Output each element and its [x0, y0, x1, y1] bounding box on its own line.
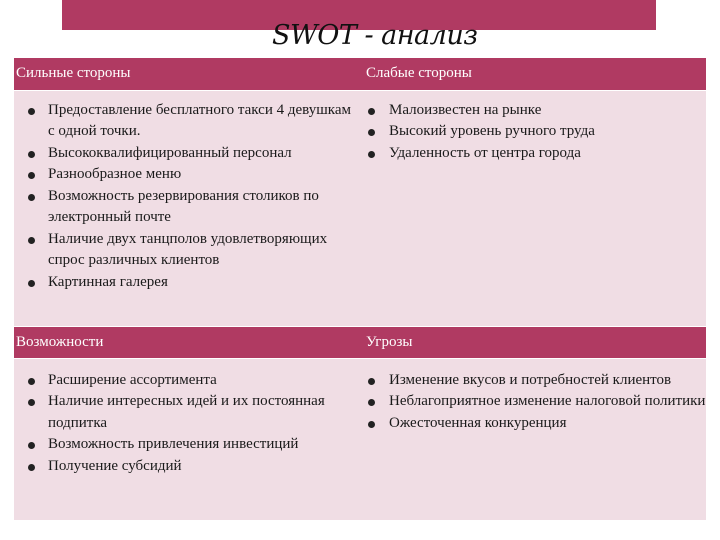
strengths-header: Сильные стороны [14, 58, 356, 90]
list-item: Удаленность от центра города [356, 143, 706, 165]
list-item: Высококвалифицированный персонал [14, 143, 356, 165]
swot-table [14, 58, 706, 521]
list-item: Предоставление бесплатного такси 4 девушкам с одной точки. [14, 100, 356, 143]
strengths-list [14, 100, 356, 294]
list-item: Возможность резервирования столиков по электронный почте [14, 186, 356, 229]
table-header-row [14, 326, 706, 358]
list-item: Ожесточенная конкуренция [356, 413, 706, 435]
threats-cell [356, 358, 706, 520]
opportunities-list [14, 370, 356, 478]
list-item: Изменение вкусов и потребностей клиентов [356, 370, 706, 392]
threats-header: Угрозы [356, 326, 706, 358]
list-item: Высокий уровень ручного труда [356, 121, 706, 143]
weaknesses-cell [356, 90, 706, 326]
list-item: Получение субсидий [14, 456, 356, 478]
list-item: Расширение ассортимента [14, 370, 356, 392]
list-item: Возможность привлечения инвестиций [14, 434, 356, 456]
table-body-row [14, 90, 706, 326]
list-item: Картинная галерея [14, 272, 356, 294]
threats-list [356, 370, 706, 435]
list-item: Неблагоприятное изменение налоговой политики [356, 391, 706, 413]
opportunities-header: Возможности [14, 326, 356, 358]
page-title: SWOT - анализ [272, 20, 478, 51]
table-header-row [14, 58, 706, 90]
opportunities-cell [14, 358, 356, 520]
weaknesses-list [356, 100, 706, 165]
list-item: Наличие интересных идей и их постоянная подпитка [14, 391, 356, 434]
strengths-cell [14, 90, 356, 326]
list-item: Разнообразное меню [14, 164, 356, 186]
list-item: Наличие двух танцполов удовлетворяющих спрос различных клиентов [14, 229, 356, 272]
table-body-row [14, 358, 706, 520]
weaknesses-header: Слабые стороны [356, 58, 706, 90]
list-item: Малоизвестен на рынке [356, 100, 706, 122]
